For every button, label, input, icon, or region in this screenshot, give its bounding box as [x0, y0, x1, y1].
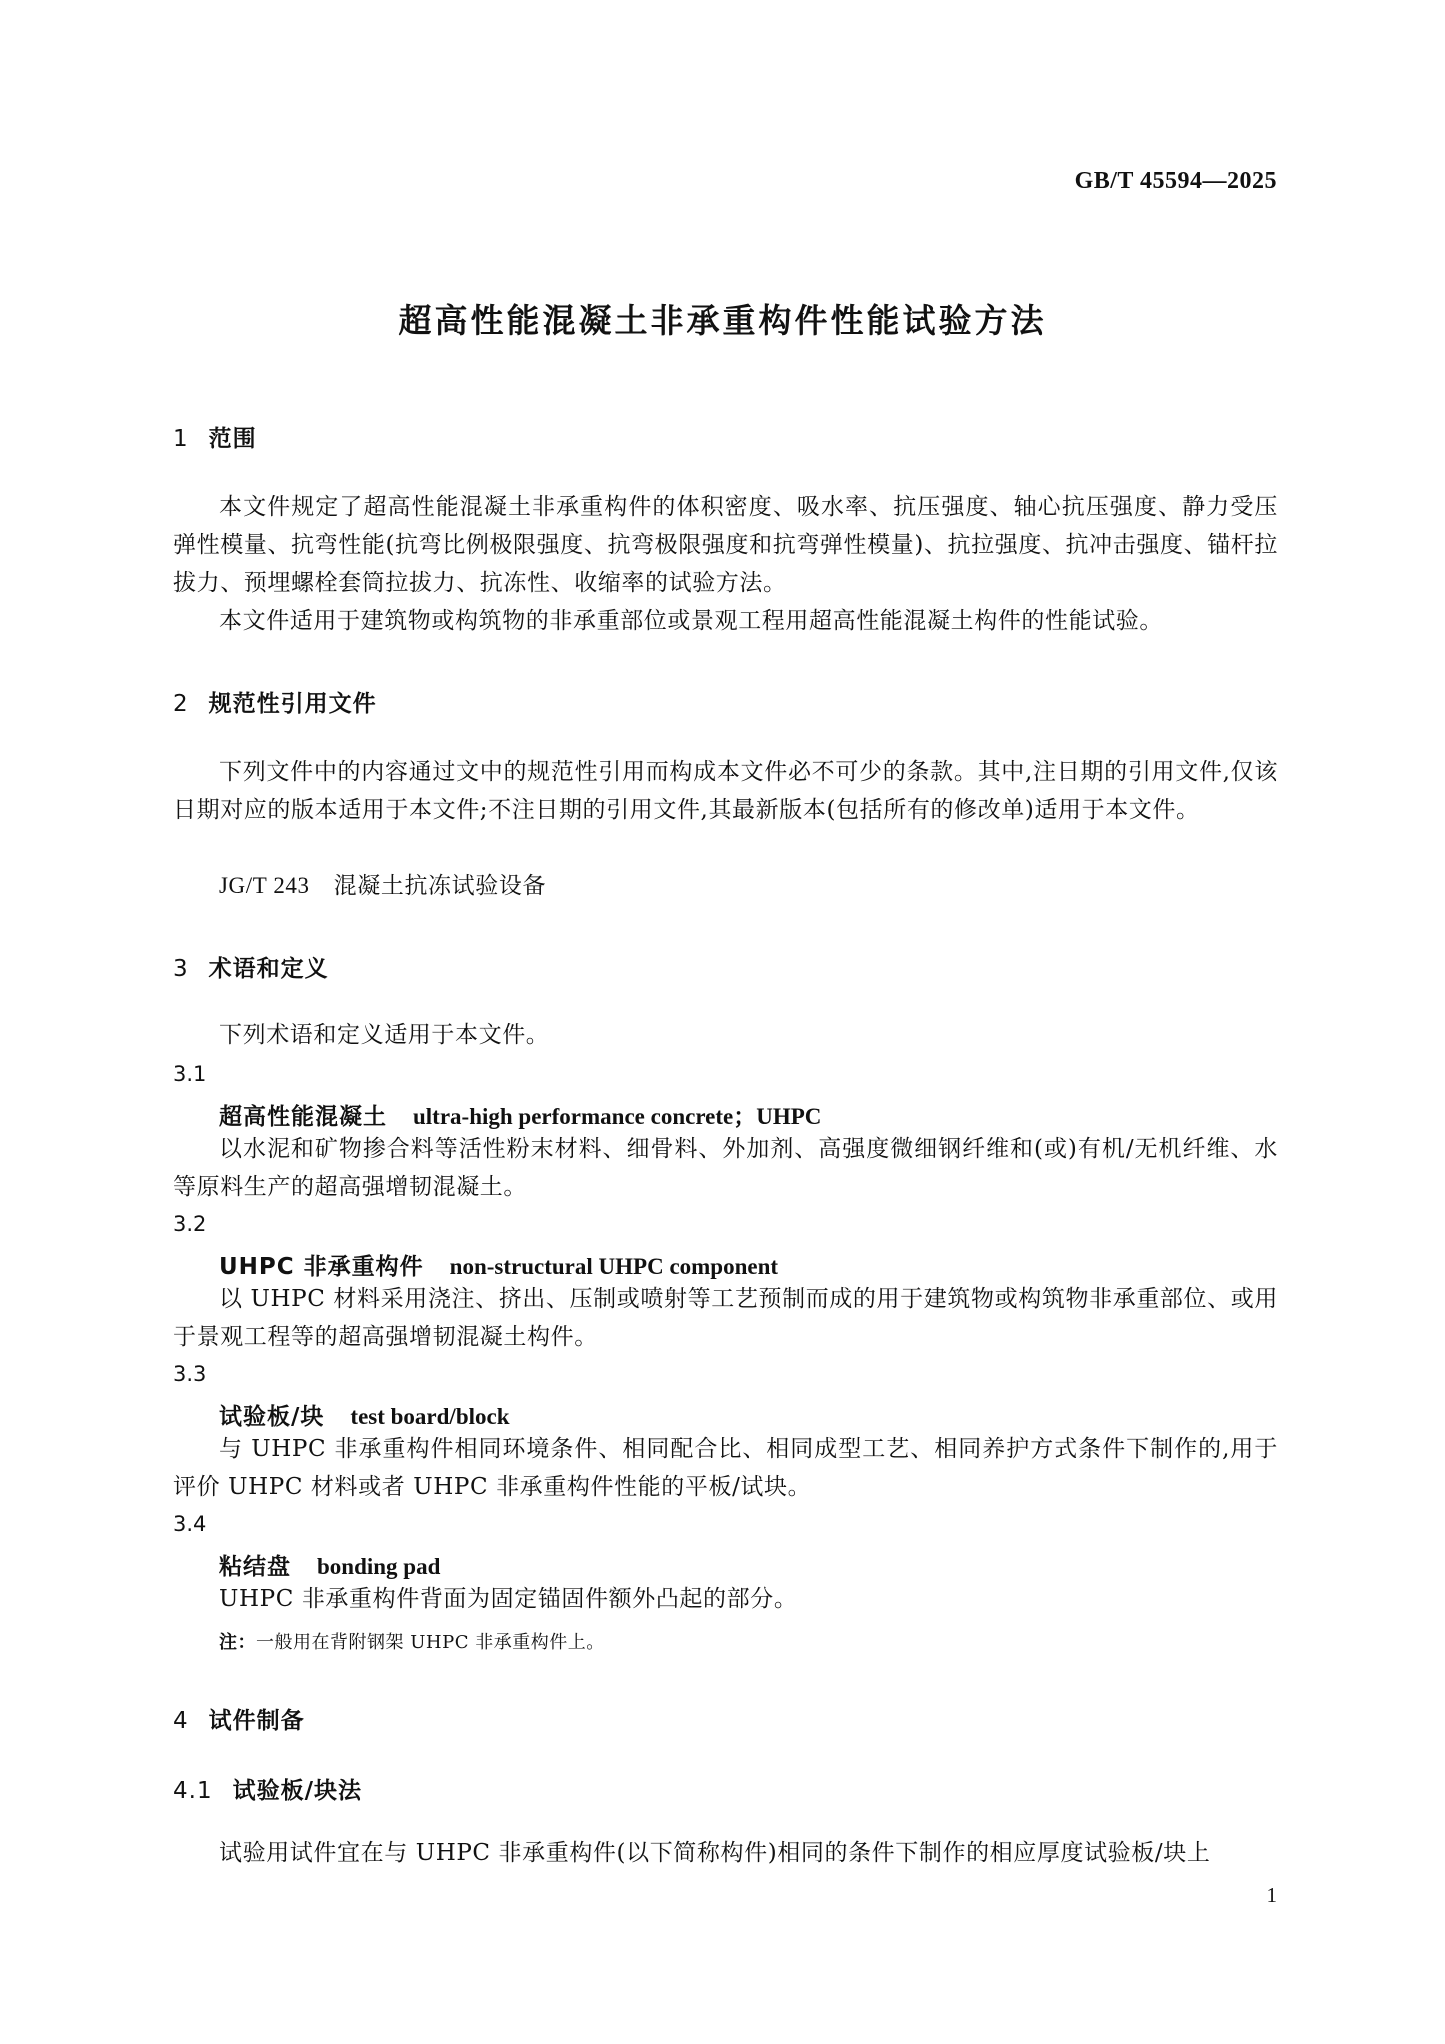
- term-definition: 以 UHPC 材料采用浇注、挤出、压制或喷射等工艺预制而成的用于建筑物或构筑物非承重部位、或用于景观工程等的超高强增韧混凝土构件。: [173, 1286, 1278, 1350]
- term-heading: [219, 1098, 821, 1131]
- term-chinese: 粘结盘: [219, 1554, 291, 1580]
- term-chinese: 超高性能混凝土: [219, 1104, 387, 1130]
- section-1-paragraph-2: 本文件适用于建筑物或构筑物的非承重部位或景观工程用超高性能混凝土构件的性能试验。: [219, 608, 1163, 634]
- term-number: 3.4: [173, 1512, 207, 1536]
- term-number: 3.3: [173, 1362, 207, 1386]
- term-number: 3.2: [173, 1212, 207, 1236]
- section-number: 1: [173, 426, 189, 452]
- normative-reference: [219, 867, 546, 905]
- section-1-paragraph-1: 本文件规定了超高性能混凝土非承重构件的体积密度、吸水率、抗压强度、轴心抗压强度、静力受压弹性模量、抗弯性能(抗弯比例极限强度、抗弯极限强度和抗弯弹性模量)、抗拉强度、抗冲击强度、锚杆拉拔力、预埋螺栓套筒拉拔力、抗冻性、收缩率的试验方法。: [173, 494, 1278, 596]
- page-number: 1: [1266, 1883, 1277, 1907]
- section-3-intro: 下列术语和定义适用于本文件。: [219, 1022, 550, 1048]
- term-heading: [219, 1548, 440, 1581]
- term-definition: UHPC 非承重构件背面为固定锚固件额外凸起的部分。: [219, 1586, 798, 1612]
- section-title: 范围: [208, 426, 257, 452]
- term-chinese: 试验板/块: [219, 1404, 325, 1430]
- term-definition: 与 UHPC 非承重构件相同环境条件、相同配合比、相同成型工艺、相同养护方式条件下制作的,用于评价 UHPC 材料或者 UHPC 非承重构件性能的平板/试块。: [173, 1436, 1278, 1500]
- section-title: 试件制备: [208, 1708, 305, 1734]
- section-number: 3: [173, 956, 189, 982]
- term-chinese: UHPC 非承重构件: [219, 1254, 424, 1280]
- reference-code: JG/T 243: [219, 873, 310, 898]
- subsection-4-1-heading: [173, 1772, 362, 1805]
- section-number: 2: [173, 691, 189, 717]
- note-text: 一般用在背附钢架 UHPC 非承重构件上。: [256, 1632, 605, 1653]
- term-english: bonding pad: [317, 1554, 441, 1579]
- section-2-paragraph-1: 下列文件中的内容通过文中的规范性引用而构成本文件必不可少的条款。其中,注日期的引用文件,仅该日期对应的版本适用于本文件;不注日期的引用文件,其最新版本(包括所有的修改单)适用于本文件。: [173, 759, 1278, 823]
- section-3-heading: [173, 950, 329, 983]
- section-4-heading: [173, 1702, 305, 1735]
- section-1-heading: [173, 420, 257, 453]
- note-label: 注：: [219, 1632, 256, 1653]
- term-number: 3.1: [173, 1062, 207, 1086]
- term-heading: [219, 1398, 510, 1431]
- term-english: non-structural UHPC component: [449, 1254, 779, 1279]
- section-title: 术语和定义: [208, 956, 329, 982]
- term-definition: 以水泥和矿物掺合料等活性粉末材料、细骨料、外加剂、高强度微细钢纤维和(或)有机/无机纤维、水等原料生产的超高强增韧混凝土。: [173, 1136, 1278, 1200]
- term-english: ultra-high performance concrete；UHPC: [413, 1104, 822, 1129]
- document-title: 超高性能混凝土非承重构件性能试验方法: [398, 301, 1047, 340]
- term-note: [219, 1628, 605, 1654]
- subsection-number: 4.1: [173, 1778, 213, 1804]
- section-number: 4: [173, 1708, 189, 1734]
- reference-title: 混凝土抗冻试验设备: [333, 873, 547, 899]
- section-2-heading: [173, 685, 377, 718]
- section-title: 规范性引用文件: [208, 691, 377, 717]
- term-english: test board/block: [350, 1404, 510, 1429]
- section-4-paragraph-1: 试验用试件宜在与 UHPC 非承重构件(以下简称构件)相同的条件下制作的相应厚度试验板/块上: [219, 1840, 1211, 1866]
- subsection-title: 试验板/块法: [232, 1778, 362, 1804]
- standard-code: GB/T 45594—2025: [1074, 168, 1277, 194]
- term-heading: [219, 1248, 778, 1281]
